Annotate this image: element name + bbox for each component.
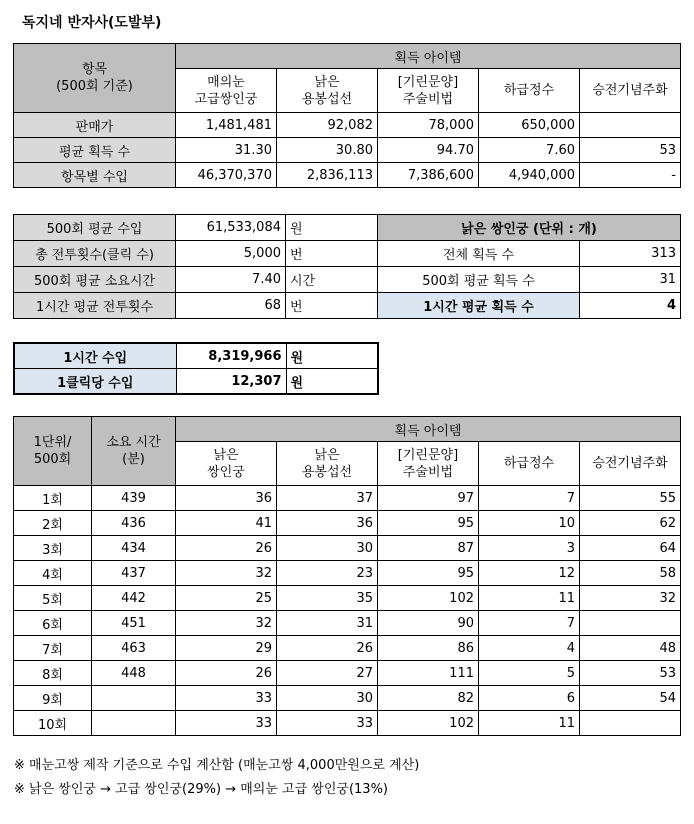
table-cell: 30	[277, 536, 378, 561]
table-cell: 27	[277, 661, 378, 686]
table-cell: 4회	[14, 561, 92, 586]
table-cell: 442	[92, 586, 176, 611]
table-cell: 102	[378, 711, 479, 736]
item-col-header: 매의눈 고급쌍인궁	[176, 69, 277, 113]
item-col-header: 낡은 쌍인궁	[176, 442, 277, 486]
table-cell: 36	[176, 486, 277, 511]
table-row	[14, 711, 681, 736]
table-cell: 463	[92, 636, 176, 661]
table-row	[14, 486, 681, 511]
table-cell: 33	[277, 711, 378, 736]
table-cell: 31	[277, 611, 378, 636]
table-cell: 32	[580, 586, 681, 611]
table-cell: 95	[378, 511, 479, 536]
note-1: ※ 매눈고쌍 제작 기준으로 수입 계산함 (매눈고쌍 4,000만원으로 계산)	[14, 758, 420, 773]
item-price-table	[13, 43, 681, 188]
table-cell: 29	[176, 636, 277, 661]
table-cell: 7회	[14, 636, 92, 661]
table-cell: 7	[479, 611, 580, 636]
summary-table: 500회 평균 수입 61,533,084 원 낡은 쌍인궁 (단위 : 개) 총 전투횟수(클릭 수) 5,000 번 전체 획득 수 313 500회 평균 소요시간 7.40 시간 500회 평균 획득 수 31 1시간 평균 전투횟수 68 번 1시간 평균 획득 수 4	[13, 214, 681, 319]
table-cell: 41	[176, 511, 277, 536]
note-2: ※ 낡은 쌍인궁 → 고급 쌍인궁(29%) → 매의눈 고급 쌍인궁(13%)	[14, 782, 388, 797]
table-cell: 6회	[14, 611, 92, 636]
table-cell: 3	[479, 536, 580, 561]
item-col-header: 하급정수	[479, 69, 580, 113]
table-cell	[92, 686, 176, 711]
unit-header: 1단위/ 500회	[14, 417, 92, 486]
table-cell: 33	[176, 711, 277, 736]
item-col-header: 낡은 용봉섭선	[277, 442, 378, 486]
table-cell: 5회	[14, 586, 92, 611]
table-cell: 434	[92, 536, 176, 561]
item-col-header: [기린문양] 주술비법	[378, 442, 479, 486]
table-cell: 33	[176, 686, 277, 711]
table-cell: 12	[479, 561, 580, 586]
table-cell: 58	[580, 561, 681, 586]
table-cell: 111	[378, 661, 479, 686]
item-header: 항목 (500회 기준)	[14, 44, 176, 113]
table-row	[14, 686, 681, 711]
table-cell: 5	[479, 661, 580, 686]
table-cell: 437	[92, 561, 176, 586]
item-col-header: 낡은 용봉섭선	[277, 69, 378, 113]
table-cell: 55	[580, 486, 681, 511]
table-row: 평균 획득 수 31.30 30.80 94.70 7.60 53	[14, 138, 681, 163]
table-cell: 37	[277, 486, 378, 511]
table-cell: 439	[92, 486, 176, 511]
item-col-header: 승전기념주화	[580, 69, 681, 113]
table-cell: 95	[378, 561, 479, 586]
table-cell: 35	[277, 586, 378, 611]
table-cell: 64	[580, 536, 681, 561]
table-cell: 26	[277, 636, 378, 661]
table-cell: 11	[479, 711, 580, 736]
table-cell: 90	[378, 611, 479, 636]
table-cell: 32	[176, 611, 277, 636]
table-cell: 26	[176, 536, 277, 561]
table-row	[14, 536, 681, 561]
table-cell: 10	[479, 511, 580, 536]
table-cell: 448	[92, 661, 176, 686]
hourly-income-table: 1시간 수입 8,319,966 원 1클릭당 수입 12,307 원	[13, 342, 379, 395]
table-cell	[580, 711, 681, 736]
table-row: 항목별 수입 46,370,370 2,836,113 7,386,600 4,940,000 -	[14, 163, 681, 188]
table-row	[14, 661, 681, 686]
acquired-items-header: 획득 아이템	[176, 417, 681, 442]
table-cell: 3회	[14, 536, 92, 561]
item-col-header: 승전기념주화	[580, 442, 681, 486]
table-cell: 97	[378, 486, 479, 511]
table-cell: 36	[277, 511, 378, 536]
table-cell: 23	[277, 561, 378, 586]
table-cell: 30	[277, 686, 378, 711]
bow-summary-header: 낡은 쌍인궁 (단위 : 개)	[378, 215, 681, 241]
table-cell: 10회	[14, 711, 92, 736]
item-col-header: [기린문양] 주술비법	[378, 69, 479, 113]
table-cell: 25	[176, 586, 277, 611]
table-cell: 436	[92, 511, 176, 536]
time-header: 소요 시간 (분)	[92, 417, 176, 486]
table-cell: 1회	[14, 486, 92, 511]
table-row	[14, 561, 681, 586]
table-cell	[580, 611, 681, 636]
table-row	[14, 611, 681, 636]
table-cell: 87	[378, 536, 479, 561]
table-row	[14, 636, 681, 661]
table-cell: 48	[580, 636, 681, 661]
table-cell: 2회	[14, 511, 92, 536]
table-cell	[92, 711, 176, 736]
table-cell: 11	[479, 586, 580, 611]
item-col-header: 하급정수	[479, 442, 580, 486]
table-row	[14, 511, 681, 536]
table-cell: 8회	[14, 661, 92, 686]
page-title: 독지네 반자사(도발부)	[22, 15, 162, 31]
table-cell: 32	[176, 561, 277, 586]
table-cell: 26	[176, 661, 277, 686]
table-cell: 82	[378, 686, 479, 711]
table-cell: 451	[92, 611, 176, 636]
table-row: 판매가 1,481,481 92,082 78,000 650,000	[14, 113, 681, 138]
table-cell: 62	[580, 511, 681, 536]
table-cell: 102	[378, 586, 479, 611]
table-cell: 54	[580, 686, 681, 711]
table-cell: 9회	[14, 686, 92, 711]
acquired-items-header: 획득 아이템	[176, 44, 681, 69]
table-cell: 7	[479, 486, 580, 511]
table-cell: 53	[580, 661, 681, 686]
table-cell: 86	[378, 636, 479, 661]
table-row	[14, 586, 681, 611]
run-log-table	[13, 416, 681, 736]
table-cell: 4	[479, 636, 580, 661]
table-cell: 6	[479, 686, 580, 711]
